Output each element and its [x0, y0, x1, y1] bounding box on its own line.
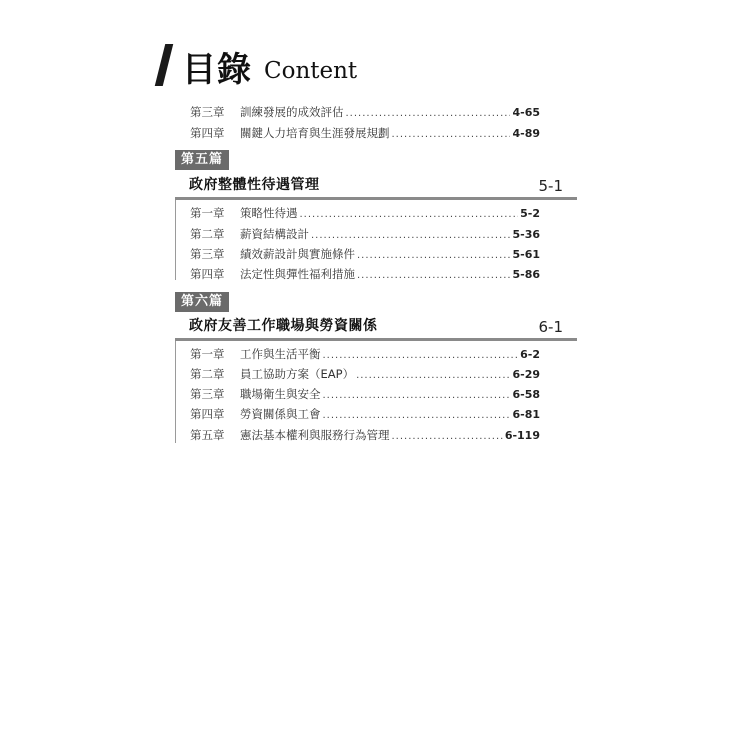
- toc-title-chinese: 目錄: [182, 50, 252, 90]
- page-number: 6-58: [512, 388, 540, 401]
- part-side-rule: [175, 200, 176, 280]
- dot-leader: [392, 129, 511, 140]
- dot-leader: [357, 270, 510, 281]
- chapter-title: 訓練發展的成效評估: [240, 105, 344, 119]
- toc-entry[interactable]: [190, 406, 540, 424]
- toc-entry[interactable]: [190, 266, 540, 284]
- toc-header: [160, 40, 357, 90]
- chapter-number: 第四章: [190, 126, 225, 140]
- dot-leader: [346, 108, 511, 119]
- page-number: 6-2: [520, 348, 540, 361]
- dot-leader: [323, 350, 519, 361]
- chapter-title: 績效薪設計與實施條件: [240, 247, 355, 261]
- chapter-number: 第一章: [190, 206, 225, 220]
- page-number: 6-29: [512, 368, 540, 381]
- toc-entry[interactable]: [190, 366, 540, 384]
- part-page-number: 5-1: [538, 177, 563, 195]
- part-heading[interactable]: [175, 175, 577, 200]
- page-number: 4-89: [512, 127, 540, 140]
- chapter-number: 第五章: [190, 428, 225, 442]
- dot-leader: [392, 431, 503, 442]
- part-side-rule: [175, 341, 176, 443]
- toc-entry[interactable]: [190, 346, 540, 364]
- dot-leader: [323, 390, 511, 401]
- page-number: 6-81: [512, 408, 540, 421]
- part-label: 第六篇: [175, 292, 229, 312]
- dot-leader: [323, 410, 511, 421]
- dot-leader: [356, 370, 510, 381]
- slash-decoration: [155, 44, 173, 86]
- toc-entry[interactable]: [190, 427, 540, 445]
- chapter-title: 憲法基本權利與服務行為管理: [240, 428, 390, 442]
- page-number: 5-36: [512, 228, 540, 241]
- part-page-number: 6-1: [538, 318, 563, 336]
- chapter-title: 職場衛生與安全: [240, 387, 321, 401]
- chapter-number: 第四章: [190, 267, 225, 281]
- chapter-title: 員工協助方案（EAP）: [240, 367, 355, 381]
- chapter-title: 工作與生活平衡: [240, 347, 321, 361]
- toc-entry[interactable]: [190, 104, 540, 122]
- chapter-title: 策略性待遇: [240, 206, 298, 220]
- dot-leader: [357, 250, 510, 261]
- dot-leader: [300, 209, 519, 220]
- dot-leader: [311, 230, 510, 241]
- toc-entry[interactable]: [190, 386, 540, 404]
- toc-entry[interactable]: [190, 125, 540, 143]
- chapter-number: 第一章: [190, 347, 225, 361]
- chapter-title: 勞資關係與工會: [240, 407, 321, 421]
- part-heading[interactable]: [175, 316, 577, 341]
- toc-entry[interactable]: [190, 205, 540, 223]
- part-label: 第五篇: [175, 150, 229, 170]
- chapter-number: 第三章: [190, 105, 225, 119]
- page-number: 4-65: [512, 106, 540, 119]
- toc-title-english: Content: [264, 58, 358, 84]
- page-number: 5-61: [512, 248, 540, 261]
- chapter-number: 第二章: [190, 227, 225, 241]
- toc-entry[interactable]: [190, 246, 540, 264]
- chapter-number: 第四章: [190, 407, 225, 421]
- part-title: 政府整體性待遇管理: [189, 177, 320, 193]
- chapter-title: 法定性與彈性福利措施: [240, 267, 355, 281]
- chapter-title: 關鍵人力培育與生涯發展規劃: [240, 126, 390, 140]
- chapter-title: 薪資結構設計: [240, 227, 309, 241]
- chapter-number: 第三章: [190, 247, 225, 261]
- page-number: 5-2: [520, 207, 540, 220]
- page-number: 5-86: [512, 268, 540, 281]
- chapter-number: 第二章: [190, 367, 225, 381]
- toc-entry[interactable]: [190, 226, 540, 244]
- page-number: 6-119: [504, 429, 540, 442]
- chapter-number: 第三章: [190, 387, 225, 401]
- part-title: 政府友善工作職場與勞資關係: [189, 318, 378, 334]
